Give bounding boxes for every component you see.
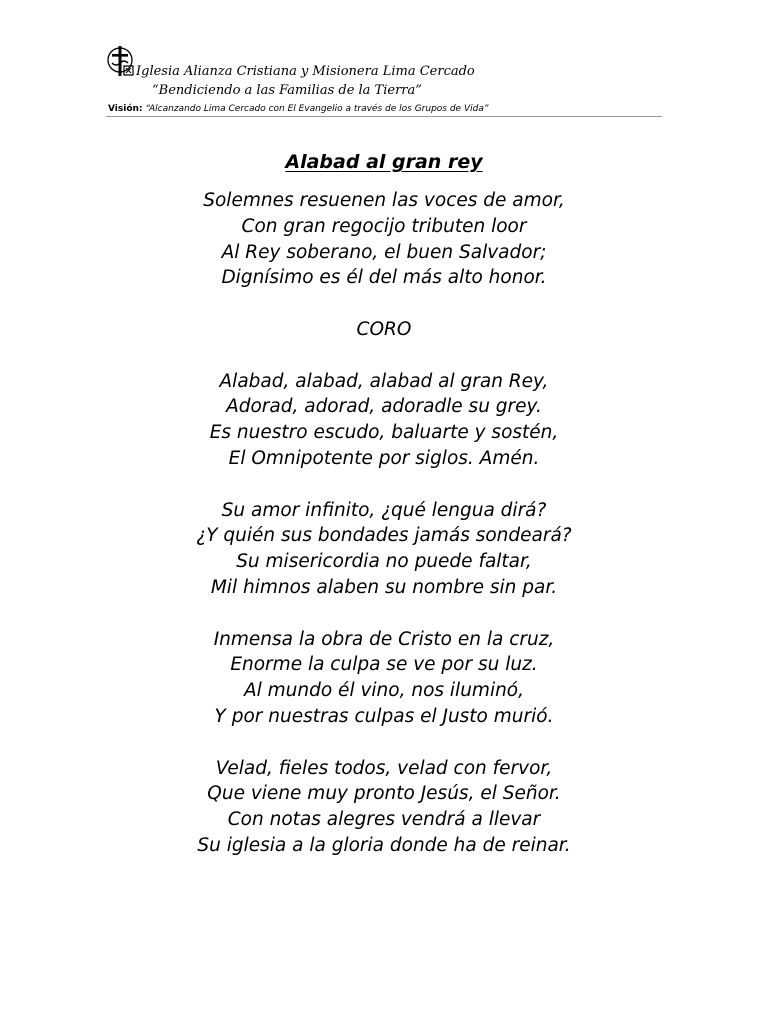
stanza: [0, 188, 768, 291]
lyric-line: Al Rey soberano, el buen Salvador;: [221, 241, 547, 263]
stanza: [0, 369, 768, 472]
stanza: [0, 756, 768, 859]
lyric-line: Su misericordia no puede faltar,: [236, 551, 532, 573]
lyric-line: Alabad, alabad, alabad al gran Rey,: [219, 370, 549, 392]
lyric-line: Que viene muy pronto Jesús, el Señor.: [207, 783, 561, 805]
lyric-line: Adorad, adorad, adoradle su grey.: [226, 396, 542, 418]
lyric-line: Al mundo él vino, nos iluminó,: [243, 680, 525, 702]
church-cross-logo-icon: [106, 44, 140, 80]
lyric-line: Mil himnos alaben su nombre sin par.: [210, 576, 558, 598]
lyric-line: El Omnipotente por siglos. Amén.: [228, 447, 540, 469]
lyric-line: Dignísimo es él del más alto honor.: [221, 267, 547, 289]
stanza-gap: [0, 343, 768, 369]
stanza-gap: [0, 730, 768, 756]
lyric-line: Su amor infinito, ¿qué lengua dirá?: [221, 499, 547, 521]
lyric-line: Enorme la culpa se ve por su luz.: [230, 654, 538, 676]
song-title: Alabad al gran rey: [285, 151, 483, 173]
lyric-line: ¿Y quién sus bondades jamás sondeará?: [196, 525, 572, 547]
church-name: Iglesia Alianza Cristiana y Misionera Lima Cercado: [136, 64, 475, 79]
stanza: [0, 317, 768, 343]
lyric-line: CORO: [356, 318, 412, 340]
church-motto: “Bendiciendo a las Familias de la Tierra”: [152, 83, 422, 98]
lyric-line: Con notas alegres vendrá a llevar: [227, 809, 541, 831]
lyric-line: Es nuestro escudo, baluarte y sostén,: [209, 422, 559, 444]
stanza-gap: [0, 472, 768, 498]
vision-text: “Alcanzando Lima Cercado con El Evangelio a través de los Grupos de Vida”: [145, 104, 489, 114]
header-divider: [106, 116, 662, 117]
lyric-line: Y por nuestras culpas el Justo murió.: [214, 705, 554, 727]
vision-label: Visión:: [108, 104, 143, 114]
lyric-line: Con gran regocijo tributen loor: [241, 215, 527, 237]
lyric-line: Su iglesia a la gloria donde ha de reinar.: [197, 834, 571, 856]
vision-statement: [108, 104, 489, 114]
lyric-line: Inmensa la obra de Cristo en la cruz,: [213, 628, 555, 650]
stanza-gap: [0, 601, 768, 627]
stanza-gap: [0, 291, 768, 317]
lyric-line: Solemnes resuenen las voces de amor,: [203, 190, 565, 211]
song-lyrics: [0, 188, 768, 859]
stanza: [0, 498, 768, 601]
lyric-line: Velad, fieles todos, velad con fervor,: [215, 757, 553, 779]
stanza: [0, 627, 768, 730]
